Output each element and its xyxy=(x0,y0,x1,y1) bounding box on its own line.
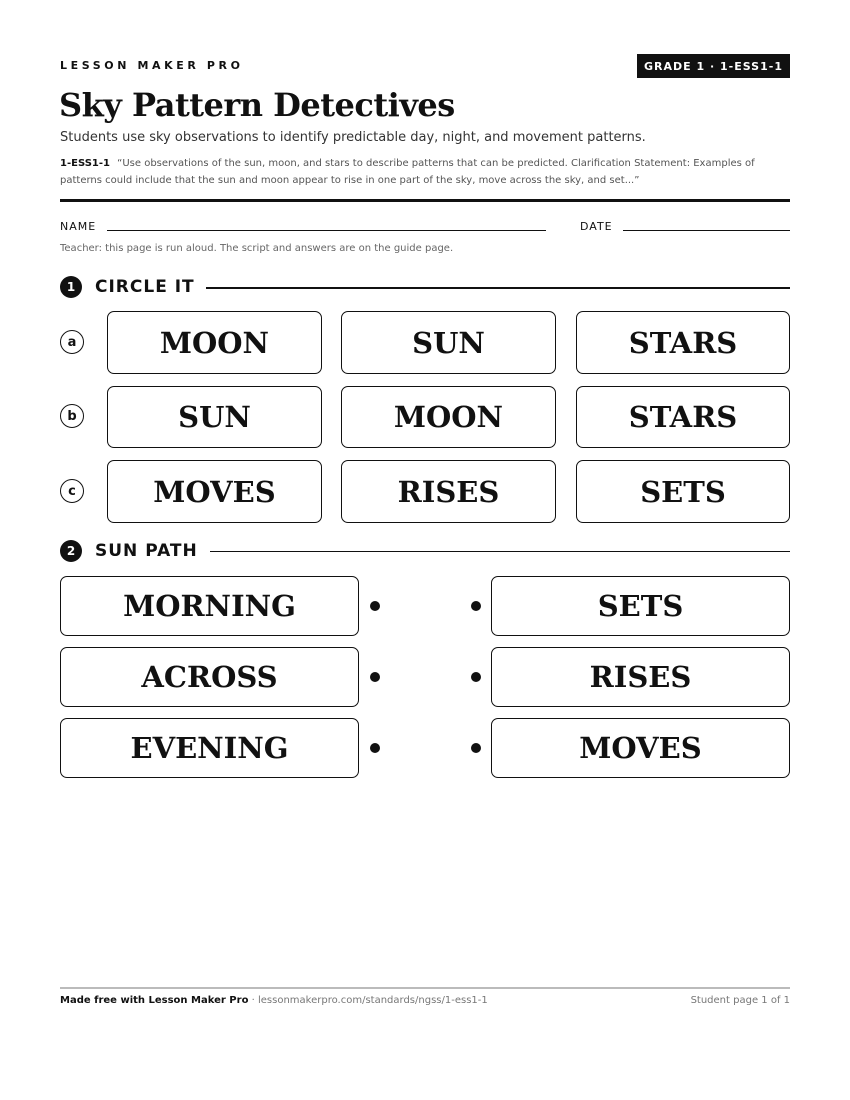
match-dot-right[interactable] xyxy=(471,601,481,611)
section-title: SUN PATH xyxy=(95,541,198,561)
match-dot-left[interactable] xyxy=(370,743,380,753)
page-subtitle: Students use sky observations to identify predictable day, night, and movement patterns. xyxy=(60,130,646,145)
section-number: 1 xyxy=(60,276,82,298)
name-label: NAME xyxy=(60,220,97,233)
footer-made-with: Made free with Lesson Maker Pro xyxy=(60,995,249,1006)
match-right-sets[interactable]: SETS xyxy=(491,576,790,636)
match-dot-right[interactable] xyxy=(471,672,481,682)
match-right-rises[interactable]: RISES xyxy=(491,647,790,707)
match-dot-left[interactable] xyxy=(370,601,380,611)
standard-statement xyxy=(60,155,790,189)
word-card-sun[interactable]: SUN xyxy=(341,311,556,374)
word-card-moon[interactable]: MOON xyxy=(107,311,322,374)
footer-credit xyxy=(60,995,488,1006)
word-card-sets[interactable]: SETS xyxy=(576,460,790,523)
match-dot-left[interactable] xyxy=(370,672,380,682)
word-card-stars[interactable]: STARS xyxy=(576,311,790,374)
word-card-moon[interactable]: MOON xyxy=(341,386,556,448)
row-letter-a: a xyxy=(60,330,84,354)
name-field[interactable] xyxy=(107,230,546,231)
page-title: Sky Pattern Detectives xyxy=(59,86,455,124)
footer-page-number: Student page 1 of 1 xyxy=(690,995,790,1006)
word-card-stars[interactable]: STARS xyxy=(576,386,790,448)
grade-badge: GRADE 1 · 1-ESS1-1 xyxy=(637,54,790,78)
footer-divider xyxy=(60,987,790,989)
match-dot-right[interactable] xyxy=(471,743,481,753)
match-right-moves[interactable]: MOVES xyxy=(491,718,790,778)
section-divider xyxy=(210,551,790,552)
section-sun-path-header xyxy=(60,540,790,564)
word-card-sun[interactable]: SUN xyxy=(107,386,322,448)
row-letter-c: c xyxy=(60,479,84,503)
date-label: DATE xyxy=(580,220,613,233)
brand-name: LESSON MAKER PRO xyxy=(60,59,244,72)
section-number: 2 xyxy=(60,540,82,562)
standard-text: “Use observations of the sun, moon, and stars to describe patterns that can be predicted. Clarification Statement: Examples of patterns could include that the sun and moon appear to rise in one part of the sky, move across the sky, and set...” xyxy=(60,158,755,186)
section-divider xyxy=(206,287,790,289)
date-field[interactable] xyxy=(623,230,790,231)
footer-separator: · xyxy=(248,995,258,1006)
row-letter-b: b xyxy=(60,404,84,428)
footer-url[interactable]: lessonmakerpro.com/standards/ngss/1-ess1-1 xyxy=(257,995,488,1006)
match-left-evening[interactable]: EVENING xyxy=(60,718,359,778)
word-card-moves[interactable]: MOVES xyxy=(107,460,322,523)
teacher-note: Teacher: this page is run aloud. The script and answers are on the guide page. xyxy=(60,243,454,254)
word-card-rises[interactable]: RISES xyxy=(341,460,556,523)
section-title: CIRCLE IT xyxy=(95,277,195,297)
match-left-morning[interactable]: MORNING xyxy=(60,576,359,636)
match-left-across[interactable]: ACROSS xyxy=(60,647,359,707)
section-circle-it-header xyxy=(60,276,790,300)
standard-code: 1-ESS1-1 xyxy=(60,158,110,169)
header-divider xyxy=(60,199,790,202)
